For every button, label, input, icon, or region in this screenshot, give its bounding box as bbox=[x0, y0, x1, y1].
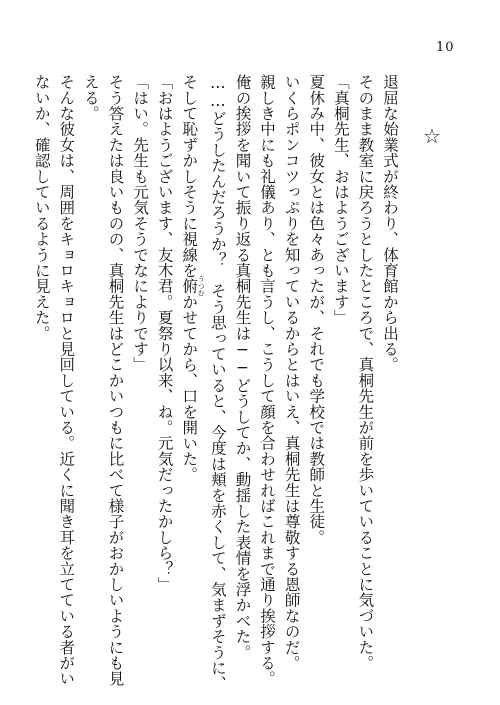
text-line: いくらポンコツっぷりを知っているからとはいえ、真桐先生は尊敬する恩師なのだ。 bbox=[282, 74, 301, 671]
text-line: 退屈な始業式が終わり、体育館から出る。 bbox=[381, 74, 399, 373]
page-number: 10 bbox=[436, 40, 455, 55]
text-line: そんな彼女は、周囲をキョロキョロと見回している。近くに聞き耳を立てている者がい bbox=[57, 74, 76, 687]
text-line: 俺の挨拶を聞いて振り返る真桐先生は──どうしてか、動揺した表情を浮かべた。 bbox=[233, 74, 252, 660]
text-line: 夏休み中、彼女とは色々あったが、それでも学校では教師と生徒。 bbox=[307, 74, 326, 545]
ruby-annotation: 俯 うつむ bbox=[180, 275, 206, 297]
text-line: 「おはようございます、友木君。夏祭り以来、ね。元気だったかしら？」 bbox=[155, 74, 174, 593]
ruby-reading: うつむ bbox=[197, 275, 206, 297]
section-break-star-icon: ☆ bbox=[423, 124, 441, 148]
text-line-with-ruby: そして恥ずかしそうに視線を俯 うつむかせてから、口を開いた。 bbox=[180, 74, 206, 483]
body-text bbox=[29, 74, 402, 692]
text-line: ないか、確認しているように見えた。 bbox=[32, 74, 51, 341]
text-line: える。 bbox=[81, 74, 100, 122]
text-line: ……どうしたんだろうか？ そう思っていると、今度は頬を赤くして、気まずそうに、 bbox=[208, 74, 227, 692]
text-line: 親しき中にも礼儀あり、とも言うし、こうして顔を合わせればこれまで通り挨拶する。 bbox=[258, 74, 277, 687]
text-line: 「真桐先生、おはようございます」 bbox=[331, 74, 350, 326]
text-line: 「はい。先生も元気そうでなによりです」 bbox=[131, 74, 150, 373]
text-line: そのまま教室に戻ろうとしたところで、真桐先生が前を歩いていることに気づいた。 bbox=[356, 74, 375, 671]
text-line: そう答えたは良いものの、真桐先生はどこかいつもに比べて様子がおかしいようにも見 bbox=[106, 74, 125, 687]
